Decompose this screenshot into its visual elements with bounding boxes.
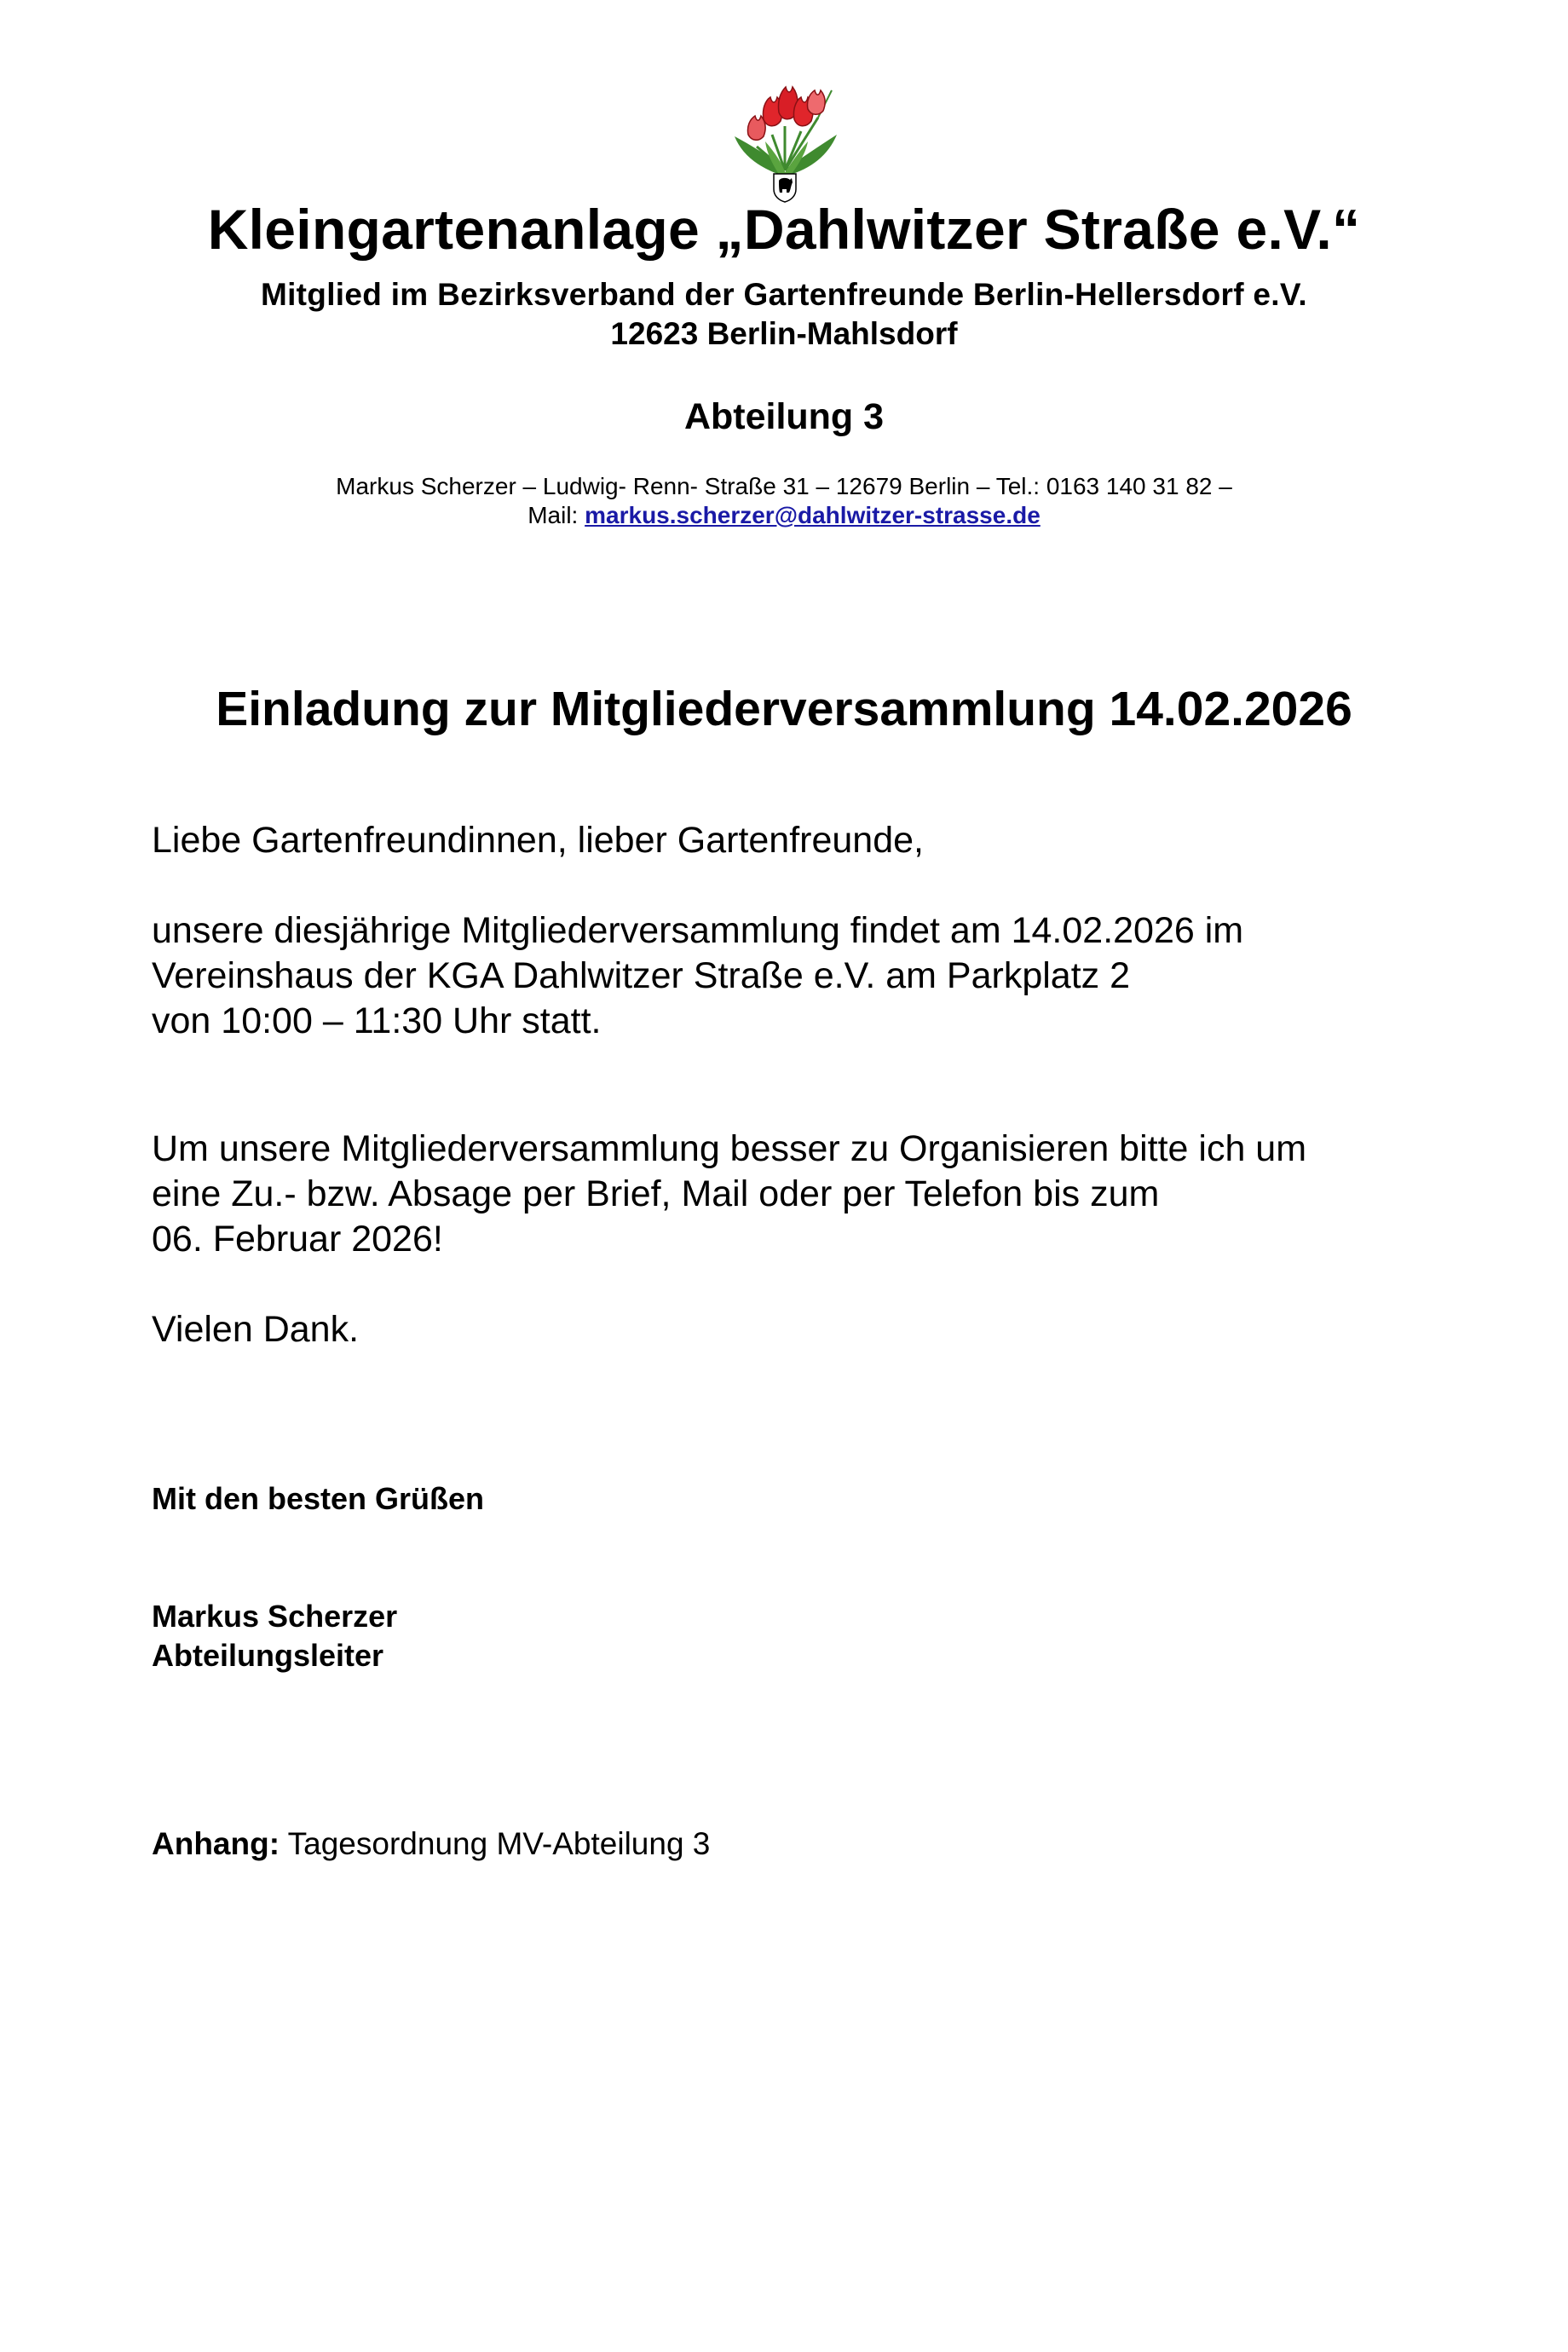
greeting: Liebe Gartenfreundinnen, lieber Gartenfreunde, [152, 820, 925, 861]
invitation-title: Einladung zur Mitgliederversammlung 14.02.2026 [216, 682, 1352, 736]
organization-title: Kleingartenanlage „Dahlwitzer Straße e.V.“ [207, 198, 1361, 261]
paragraph-line: Vereinshaus der KGA Dahlwitzer Straße e.V. am Parkplatz 2 [152, 955, 1131, 996]
paragraph-line: Um unsere Mitgliederversammlung besser zu Organisieren bitte ich um [152, 1128, 1307, 1169]
paragraph-meeting-details [152, 908, 1243, 1044]
paragraph-line: 06. Februar 2026! [152, 1219, 443, 1260]
attachment-text: Tagesordnung MV-Abteilung 3 [287, 1826, 711, 1861]
membership-line: Mitglied im Bezirksverband der Gartenfreunde Berlin-Hellersdorf e.V. [260, 277, 1308, 312]
contact-line: Markus Scherzer – Ludwig- Renn- Straße 31 – 12679 Berlin – Tel.: 0163 140 31 82 – [336, 473, 1232, 499]
paragraph-rsvp-request [152, 1127, 1306, 1262]
paragraph-line: unsere diesjährige Mitgliederversammlung findet am 14.02.2026 im [152, 910, 1244, 951]
mail-label: Mail: [527, 502, 579, 528]
tulip-logo-icon [723, 75, 847, 203]
department-heading: Abteilung 3 [683, 396, 885, 437]
attachment-line [152, 1825, 710, 1863]
attachment-label: Anhang: [152, 1826, 280, 1861]
postal-address: 12623 Berlin-Mahlsdorf [610, 316, 958, 351]
signer-name: Markus Scherzer [152, 1599, 398, 1634]
thanks-line: Vielen Dank. [152, 1309, 360, 1350]
paragraph-line: eine Zu.- bzw. Absage per Brief, Mail oder per Telefon bis zum [152, 1173, 1160, 1214]
signer-role: Abteilungsleiter [152, 1638, 384, 1673]
email-link[interactable]: markus.scherzer@dahlwitzer-strasse.de [585, 502, 1041, 528]
paragraph-line: von 10:00 – 11:30 Uhr statt. [152, 1000, 602, 1041]
mail-line [0, 501, 1568, 530]
closing-salutation: Mit den besten Grüßen [152, 1481, 485, 1516]
